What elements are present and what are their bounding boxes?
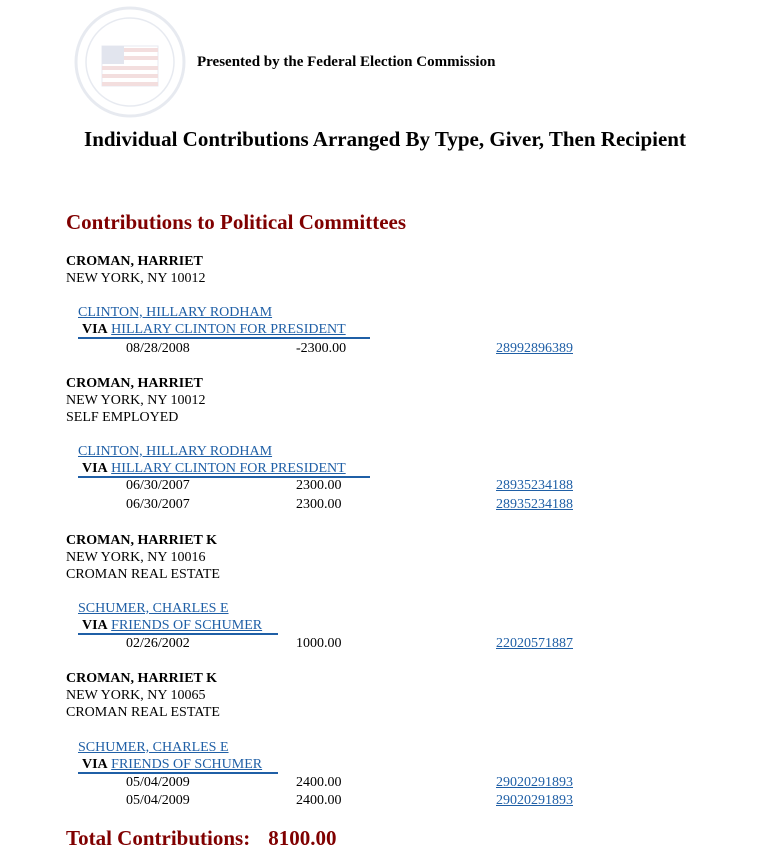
- image-number-link[interactable]: 28935234188: [496, 497, 573, 512]
- via-label: VIA: [82, 618, 108, 633]
- via-label: VIA: [82, 757, 108, 772]
- page-title: Individual Contributions Arranged By Type, Giver, Then Recipient: [84, 127, 686, 151]
- candidate-link[interactable]: [78, 304, 272, 321]
- via-label: VIA: [82, 322, 108, 337]
- giver-name: CROMAN, HARRIET K: [66, 671, 218, 686]
- candidate-name[interactable]: CLINTON, HILLARY RODHAM: [78, 305, 273, 320]
- giver-employer: SELF EMPLOYED: [66, 410, 179, 425]
- giver-block: [66, 532, 220, 583]
- giver-name: CROMAN, HARRIET: [66, 254, 203, 269]
- presented-by-text: Presented by the Federal Election Commission: [197, 54, 496, 70]
- contribution-date: 06/30/2007: [126, 478, 190, 493]
- contribution-date: 05/04/2009: [126, 775, 190, 790]
- giver-address: NEW YORK, NY 10012: [66, 393, 206, 408]
- candidate-name[interactable]: SCHUMER, CHARLES E: [78, 740, 229, 755]
- total-value: 8100.00: [268, 826, 337, 850]
- committee-link[interactable]: FRIENDS OF SCHUMER: [111, 757, 263, 772]
- fec-seal-watermark: [72, 6, 188, 118]
- candidate-name[interactable]: SCHUMER, CHARLES E: [78, 601, 229, 616]
- giver-address: NEW YORK, NY 10016: [66, 550, 206, 565]
- contribution-date: 05/04/2009: [126, 793, 190, 808]
- via-label: VIA: [82, 461, 108, 476]
- giver-employer: CROMAN REAL ESTATE: [66, 705, 220, 720]
- candidate-link[interactable]: [78, 600, 229, 617]
- image-number-link[interactable]: 22020571887: [496, 636, 573, 651]
- giver-employer: CROMAN REAL ESTATE: [66, 567, 220, 582]
- contribution-amount: 2300.00: [296, 478, 342, 493]
- section-title: Contributions to Political Committees: [66, 210, 407, 234]
- contribution-row: [0, 496, 771, 514]
- image-number-link[interactable]: 29020291893: [496, 775, 573, 790]
- contribution-amount: 2400.00: [296, 793, 342, 808]
- giver-block: [66, 670, 220, 721]
- candidate-name[interactable]: CLINTON, HILLARY RODHAM: [78, 444, 273, 459]
- image-number-link[interactable]: 29020291893: [496, 793, 573, 808]
- recipient-rule: [78, 337, 370, 339]
- contribution-date: 06/30/2007: [126, 497, 190, 512]
- committee-line: [82, 756, 262, 773]
- giver-block: [66, 375, 205, 426]
- committee-link[interactable]: FRIENDS OF SCHUMER: [111, 618, 263, 633]
- image-number-link[interactable]: 28935234188: [496, 478, 573, 493]
- giver-address: NEW YORK, NY 10065: [66, 688, 206, 703]
- giver-name: CROMAN, HARRIET K: [66, 533, 218, 548]
- contribution-amount: -2300.00: [296, 341, 347, 356]
- committee-line: [82, 617, 262, 634]
- giver-block: [66, 253, 205, 287]
- image-number-link[interactable]: 28992896389: [496, 341, 573, 356]
- contribution-row: [0, 792, 771, 810]
- total-label: Total Contributions:: [66, 826, 251, 850]
- contribution-row: [0, 340, 771, 358]
- contribution-amount: 2300.00: [296, 497, 342, 512]
- contribution-amount: 1000.00: [296, 636, 342, 651]
- candidate-link[interactable]: [78, 739, 229, 756]
- committee-line: [82, 460, 346, 477]
- committee-link[interactable]: HILLARY CLINTON FOR PRESIDENT: [111, 461, 346, 476]
- committee-line: [82, 321, 346, 338]
- contribution-date: 08/28/2008: [126, 341, 190, 356]
- contribution-amount: 2400.00: [296, 775, 342, 790]
- total-contributions: [66, 826, 336, 851]
- contribution-row: [0, 635, 771, 653]
- contribution-date: 02/26/2002: [126, 636, 190, 651]
- committee-link[interactable]: HILLARY CLINTON FOR PRESIDENT: [111, 322, 346, 337]
- contribution-row: [0, 477, 771, 495]
- giver-address: NEW YORK, NY 10012: [66, 271, 206, 286]
- giver-name: CROMAN, HARRIET: [66, 376, 203, 391]
- candidate-link[interactable]: [78, 443, 272, 460]
- contribution-row: [0, 774, 771, 792]
